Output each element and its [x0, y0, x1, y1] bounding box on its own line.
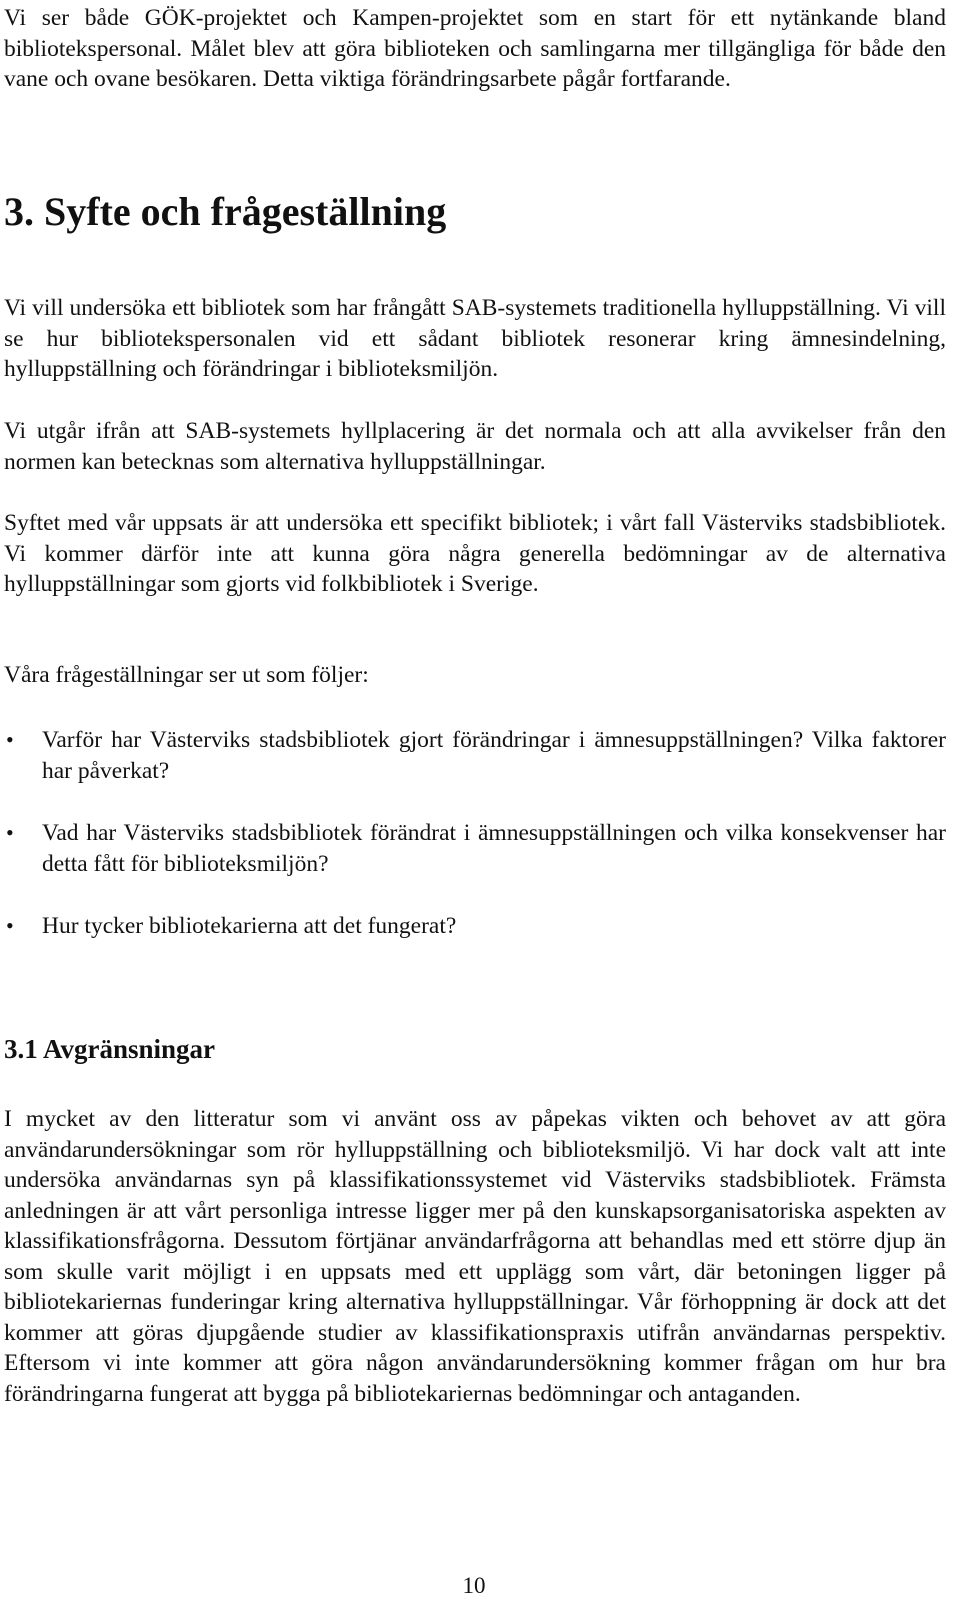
question-2: Vad har Västerviks stadsbibliotek förändrat i ämnesuppställningen och vilka konsekvenser har detta fått för biblioteksmiljön?: [42, 820, 946, 877]
section-3-heading: 3. Syfte och frågeställning: [4, 189, 447, 234]
bullet-icon: •: [6, 727, 14, 752]
purpose-paragraph: Vi vill undersöka ett bibliotek som har frångått SAB-systemets traditionella hylluppställning. Vi vill se hur bibliotekspersonalen vid ett sådant bibliotek resonerar kring ämnesindelning, hylluppställning och förändringar i biblioteksmiljön.: [4, 295, 946, 382]
aim-paragraph: Syftet med vår uppsats är att undersöka ett specifikt bibliotek; i vårt fall Västerviks stadsbibliotek. Vi kommer därför inte att kunna göra några generella bedömningar av de alternativa hylluppställningar som gjorts vid folkbibliotek i Sverige.: [4, 510, 946, 597]
page-number: 10: [462, 1573, 486, 1598]
bullet-icon: •: [6, 913, 14, 938]
question-3: Hur tycker bibliotekarierna att det fungerat?: [42, 913, 457, 939]
intro-paragraph: Vi ser både GÖK-projektet och Kampen-projektet som en start för ett nytänkande bland bibliotekspersonal. Målet blev att göra biblioteken och samlingarna mer tillgängliga för både den vane och ovane besökaren. Detta viktiga förändringsarbete pågår fortfarande.: [4, 5, 946, 92]
delimitations-paragraph: I mycket av den litteratur som vi använt oss av påpekas vikten och behovet av att göra användarundersökningar som rör hylluppställning och biblioteksmiljö. Vi har dock valt att inte undersöka användarnas syn på klassifikationssystemet vid Västerviks stadsbibliotek. Främsta anledningen är att vårt personliga intresse ligger mer på den kunskapsorganisatoriska aspekten av klassifikationsfrågorna. Dessutom förtjänar användarfrågorna att behandlas med ett större djup än som skulle varit möjligt i en uppsats med ett upplägg som vårt, där betoningen ligger på bibliotekariernas funderingar kring alternativa hylluppställningar. Vår förhoppning är dock att det kommer att göras djupgående studier av klassifikationspraxis utifrån användarnas perspektiv. Eftersom vi inte kommer att göra någon användarundersökning kommer frågan om hur bra förändringarna fungerat att bygga på bibliotekariernas bedömningar och antaganden.: [4, 1106, 946, 1407]
assumption-paragraph: Vi utgår ifrån att SAB-systemets hyllplacering är det normala och att alla avvikelser från den normen kan betecknas som alternativa hylluppställningar.: [4, 418, 946, 475]
question-1: Varför har Västerviks stadsbibliotek gjort förändringar i ämnesuppställningen? Vilka faktorer har påverkat?: [42, 727, 946, 784]
bullet-icon: •: [6, 820, 14, 845]
section-3-1-heading: 3.1 Avgränsningar: [4, 1034, 216, 1064]
questions-intro: Våra frågeställningar ser ut som följer:: [4, 662, 369, 688]
